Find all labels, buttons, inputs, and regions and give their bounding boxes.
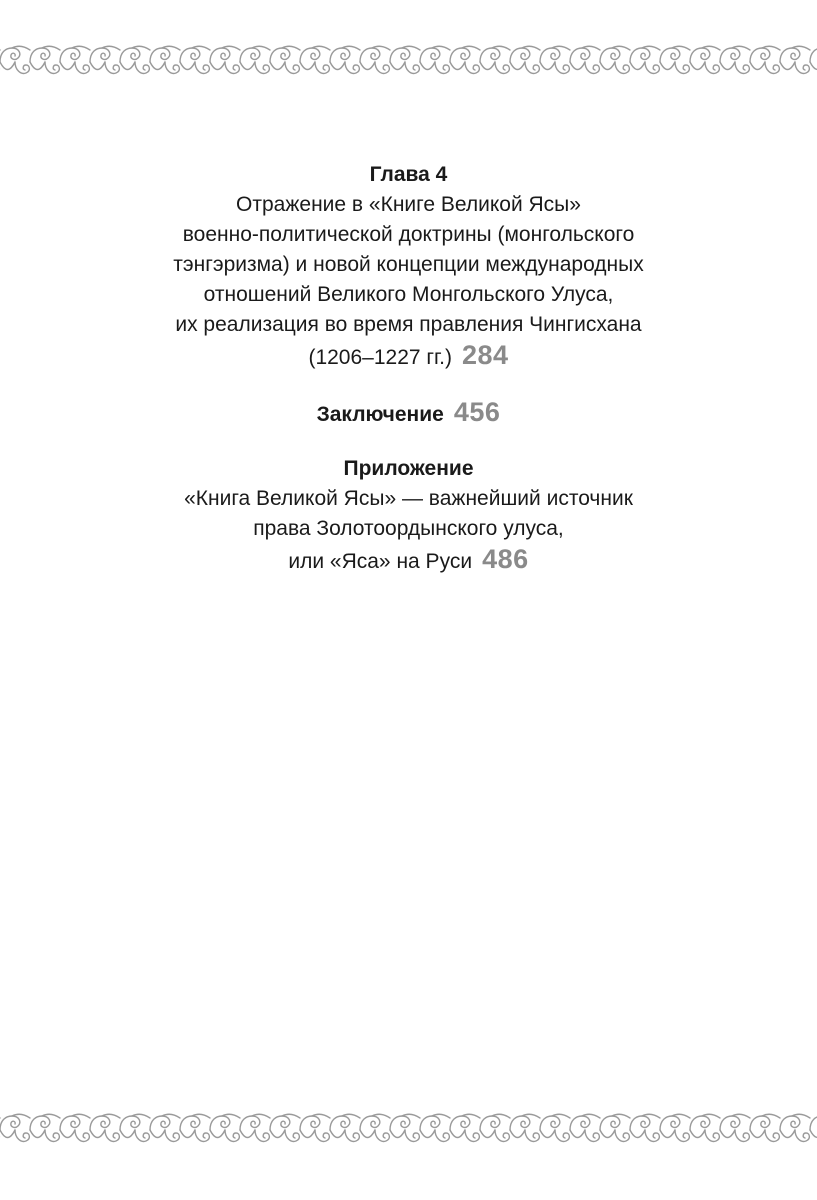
bottom-ornament-border [0, 1110, 817, 1150]
chapter-title-line-last [0, 340, 817, 373]
scroll-ornament-icon [0, 42, 817, 82]
ornament-unit [510, 1114, 540, 1141]
ornament-unit [120, 46, 150, 73]
ornament-unit [540, 46, 570, 73]
chapter-title-line: военно-политической доктрины (монгольского [182, 223, 635, 246]
conclusion-line [0, 397, 817, 430]
ornament-unit [270, 46, 300, 73]
ornament-unit [0, 46, 30, 73]
appendix-title-line-last [0, 544, 817, 577]
ornament-unit [780, 1114, 810, 1141]
ornament-unit [690, 46, 720, 73]
ornament-unit [390, 46, 420, 73]
ornament-unit [180, 1114, 210, 1141]
ornament-unit [720, 46, 750, 73]
ornament-unit [120, 1114, 150, 1141]
appendix-title-line: «Книга Великой Ясы» — важнейший источник [184, 487, 633, 510]
ornament-unit [660, 46, 690, 73]
ornament-unit [90, 1114, 120, 1141]
ornament-unit [360, 1114, 390, 1141]
ornament-unit [300, 46, 330, 73]
conclusion-heading: Заключение [316, 403, 444, 426]
ornament-unit [180, 46, 210, 73]
chapter-title-line: Отражение в «Книге Великой Ясы» [236, 193, 581, 216]
ornament-unit [390, 1114, 420, 1141]
ornament-unit [330, 1114, 360, 1141]
ornament-unit [450, 1114, 480, 1141]
ornament-unit [0, 1114, 30, 1141]
top-ornament-border [0, 42, 817, 82]
ornament-unit [660, 1114, 690, 1141]
ornament-unit [750, 1114, 780, 1141]
ornament-unit [30, 1114, 60, 1141]
appendix-title-text: или «Яса» на Руси [288, 550, 473, 573]
ornament-unit [300, 1114, 330, 1141]
chapter-title-line: их реализация во время правления Чингисхана [175, 313, 642, 336]
toc-entry-conclusion [0, 397, 817, 430]
ornament-unit [330, 46, 360, 73]
ornament-unit [570, 1114, 600, 1141]
ornament-unit [60, 46, 90, 73]
ornament-unit [750, 46, 780, 73]
ornament-unit [600, 1114, 630, 1141]
ornament-unit [720, 1114, 750, 1141]
ornament-unit [630, 1114, 660, 1141]
ornament-unit [420, 1114, 450, 1141]
ornament-unit [360, 46, 390, 73]
ornament-unit [150, 46, 180, 73]
chapter-title-text: (1206–1227 гг.) [308, 346, 452, 369]
ornament-unit [420, 46, 450, 73]
toc-entry-chapter4 [0, 160, 817, 373]
chapter-title-line: отношений Великого Монгольского Улуса, [203, 283, 614, 306]
ornament-unit [450, 46, 480, 73]
appendix-title-line: права Золотоордынского улуса, [253, 517, 564, 540]
ornament-unit [90, 46, 120, 73]
ornament-unit [810, 46, 817, 73]
page-number: 486 [482, 544, 529, 574]
ornament-unit [270, 1114, 300, 1141]
ornament-unit [210, 46, 240, 73]
ornament-unit [690, 1114, 720, 1141]
ornament-unit [30, 46, 60, 73]
scroll-ornament-icon [0, 1110, 817, 1150]
ornament-unit [570, 46, 600, 73]
ornament-unit [480, 1114, 510, 1141]
chapter-heading: Глава 4 [369, 163, 448, 186]
ornament-unit [60, 1114, 90, 1141]
ornament-unit [240, 1114, 270, 1141]
ornament-unit [480, 46, 510, 73]
ornament-unit [210, 1114, 240, 1141]
page-number: 456 [453, 397, 501, 427]
ornament-unit [780, 46, 810, 73]
ornament-unit [540, 1114, 570, 1141]
ornament-unit [150, 1114, 180, 1141]
ornament-unit [510, 46, 540, 73]
ornament-unit [630, 46, 660, 73]
ornament-unit [810, 1114, 817, 1141]
toc-entry-appendix [0, 454, 817, 577]
chapter-title-line: тэнгэризма) и новой концепции международных [173, 253, 644, 276]
page-number: 284 [461, 340, 509, 370]
ornament-unit [240, 46, 270, 73]
appendix-heading: Приложение [343, 457, 474, 480]
table-of-contents [0, 160, 817, 577]
ornament-unit [600, 46, 630, 73]
